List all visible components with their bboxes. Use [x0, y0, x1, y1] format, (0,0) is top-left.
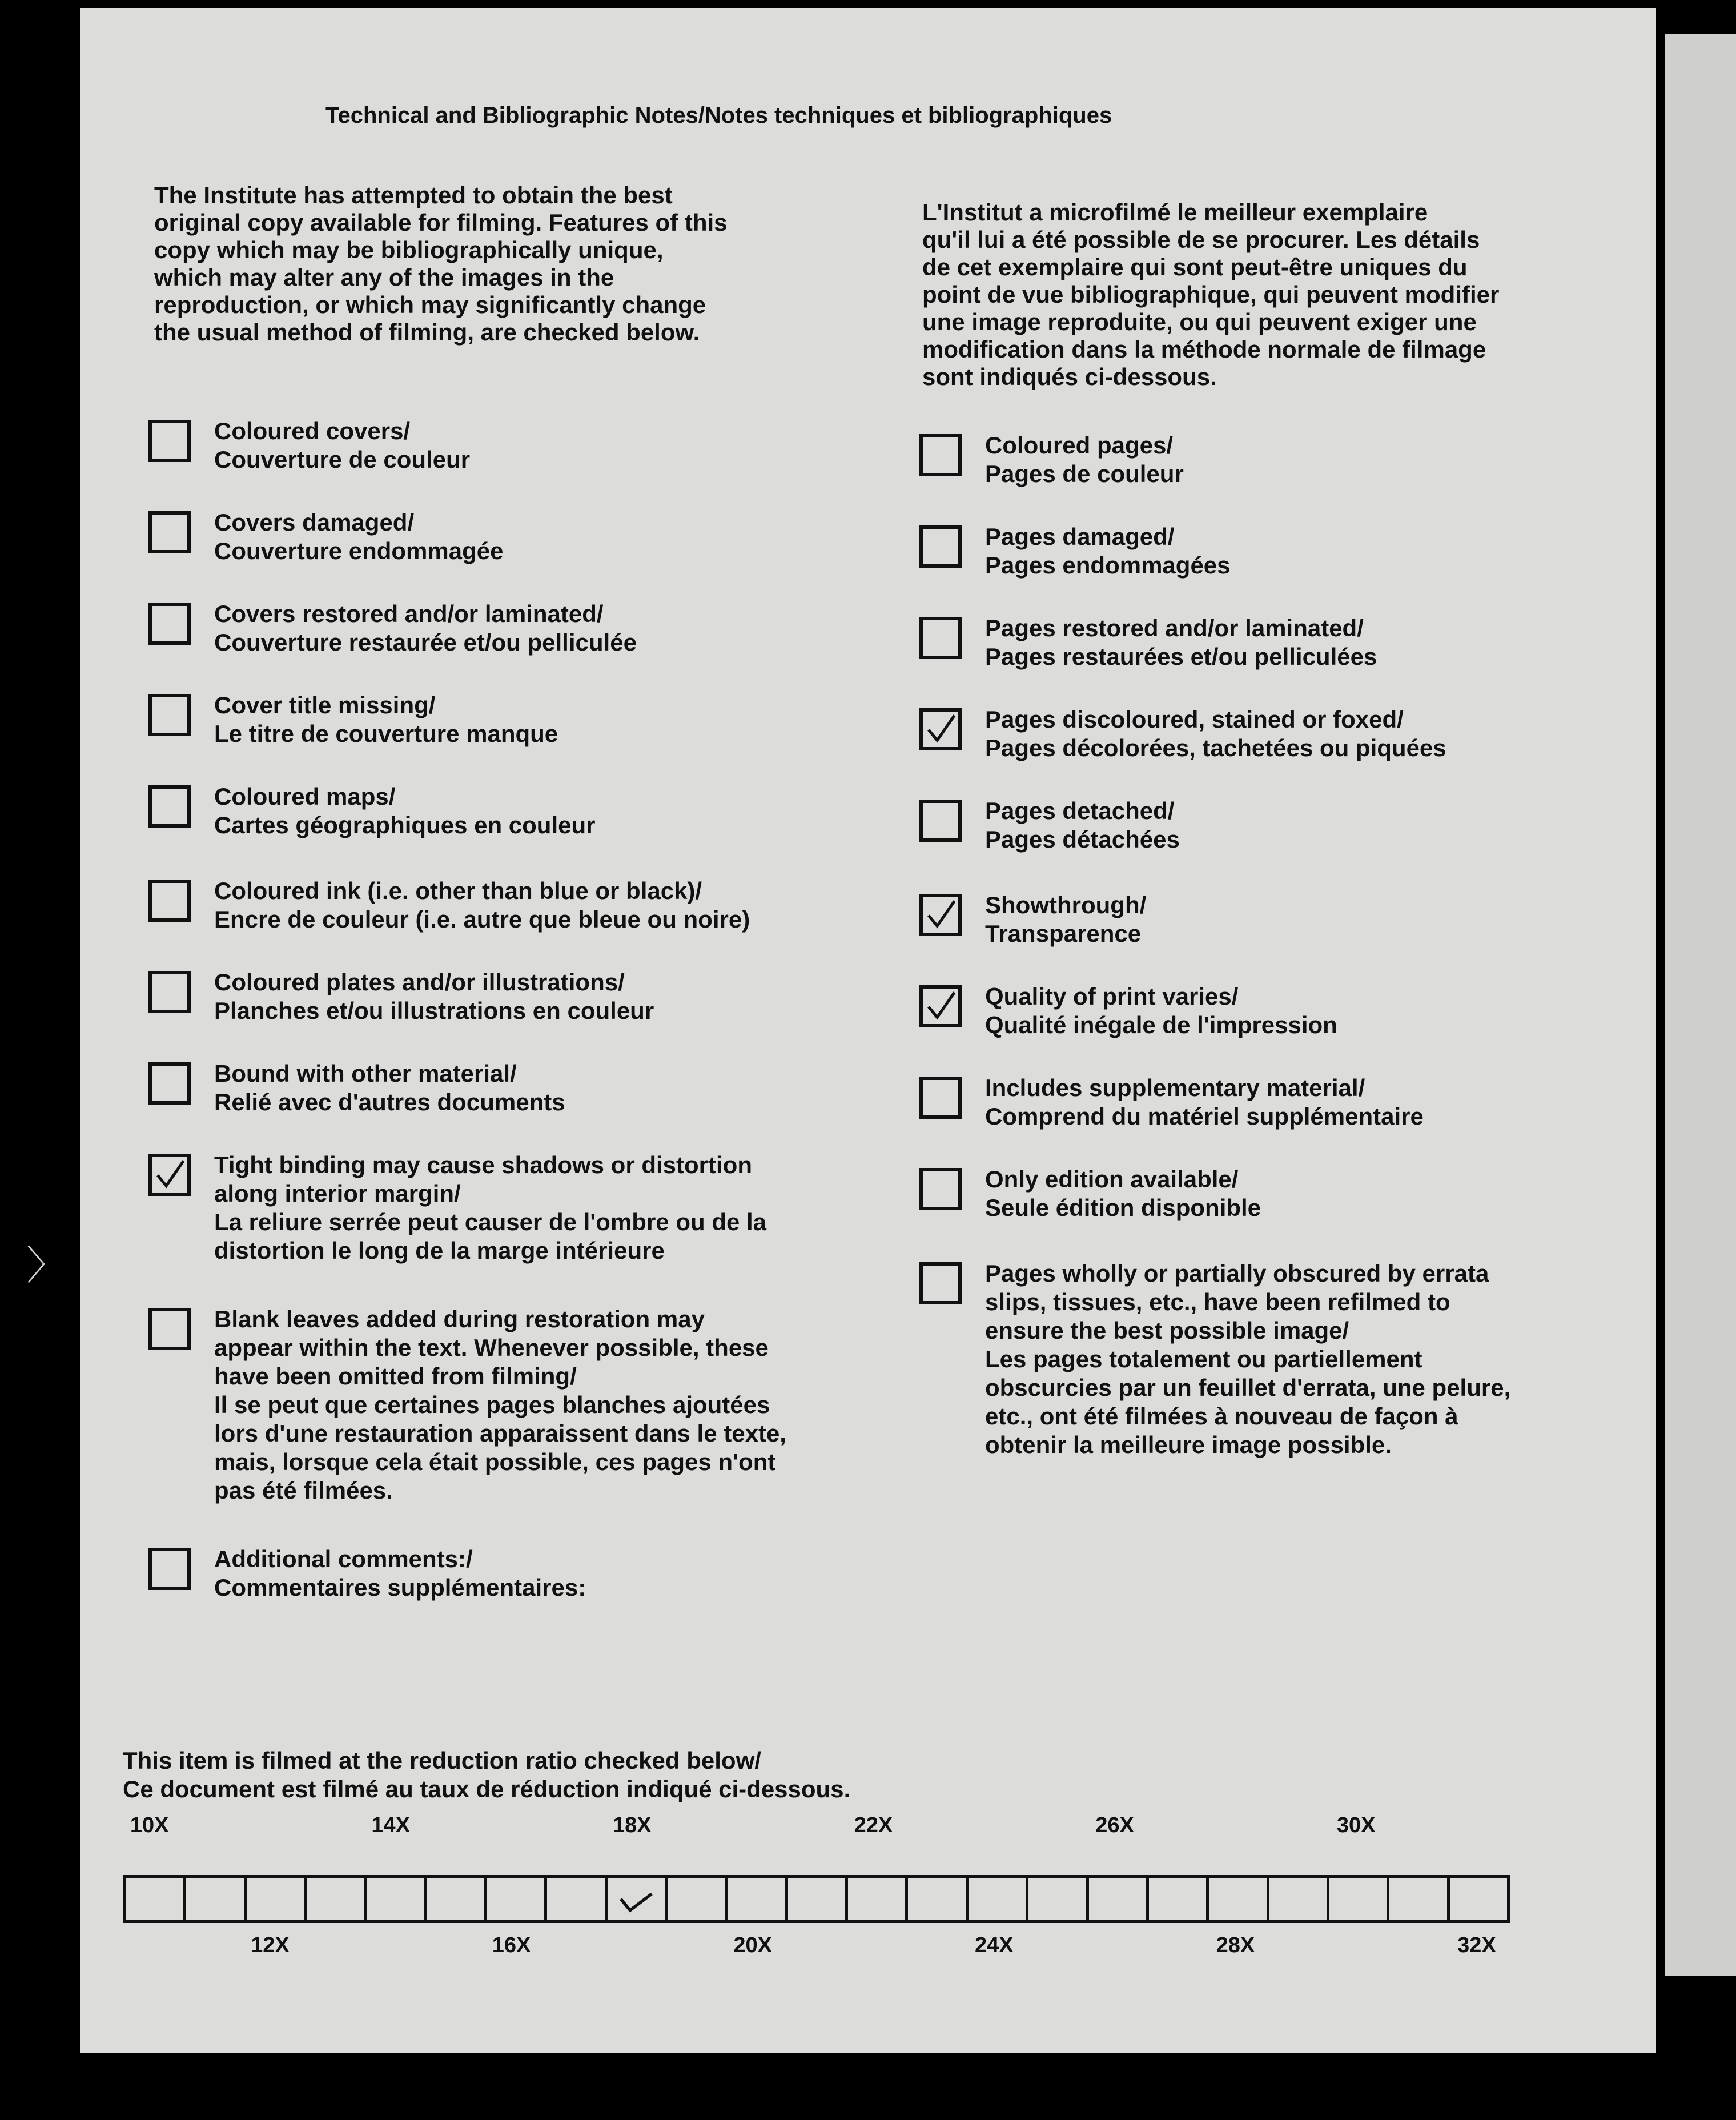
checklist-item-label: Bound with other material/ Relié avec d'autres documents	[214, 1060, 565, 1115]
checkmark-icon	[608, 1878, 665, 1920]
ratio-label: 32X	[1457, 1933, 1496, 1957]
ratio-label: 10X	[130, 1813, 169, 1837]
checklist-item-label: Additional comments:/ Commentaires supplémentaires:	[214, 1545, 586, 1601]
checkbox[interactable]	[919, 1077, 962, 1119]
ratio-cell[interactable]	[788, 1878, 848, 1920]
ratio-cell[interactable]	[367, 1878, 427, 1920]
ratio-label: 20X	[733, 1933, 772, 1957]
checkbox[interactable]	[919, 525, 962, 568]
checkbox[interactable]	[148, 420, 191, 462]
ratio-cell[interactable]	[668, 1878, 728, 1920]
ratio-label: 28X	[1216, 1933, 1255, 1957]
ratio-cell[interactable]	[848, 1878, 908, 1920]
ratio-cell[interactable]	[1389, 1878, 1449, 1920]
ratio-cell[interactable]	[1269, 1878, 1329, 1920]
ratio-cell[interactable]	[1329, 1878, 1389, 1920]
ratio-label: 22X	[854, 1813, 893, 1837]
checkbox[interactable]	[919, 708, 962, 750]
ratio-cell[interactable]	[608, 1878, 668, 1920]
ratio-cell[interactable]	[1450, 1878, 1507, 1920]
checklist-item-label: Coloured maps/ Cartes géographiques en couleur	[214, 783, 596, 838]
ratio-cell[interactable]	[1089, 1878, 1149, 1920]
checkbox[interactable]	[148, 785, 191, 828]
checkbox[interactable]	[148, 1548, 191, 1590]
ratio-label: 26X	[1095, 1813, 1134, 1837]
ratio-label: 24X	[974, 1933, 1014, 1957]
checklist-item-label: Showthrough/ Transparence	[985, 892, 1147, 947]
ratio-cell[interactable]	[307, 1878, 367, 1920]
checklist-item-label: Pages wholly or partially obscured by errata slips, tissues, etc., have been refilmed to ensure the best possible image/ Les pages totalement ou partiellement obscurcies par un feuillet d'errata, une pelure, etc., ont été filmées à nouveau de façon à obtenir la meilleure image possible.	[985, 1260, 1511, 1458]
ratio-cell[interactable]	[1149, 1878, 1209, 1920]
ratio-cell[interactable]	[186, 1878, 246, 1920]
checklist-item-label: Only edition available/ Seule édition disponible	[985, 1166, 1261, 1221]
checkbox[interactable]	[148, 880, 191, 922]
checkbox[interactable]	[919, 434, 962, 476]
checkbox[interactable]	[919, 894, 962, 936]
page-title: Technical and Bibliographic Notes/Notes techniques et bibliographiques	[326, 103, 1112, 128]
checkbox[interactable]	[919, 617, 962, 659]
checkbox[interactable]	[148, 603, 191, 645]
ratio-cell[interactable]	[487, 1878, 547, 1920]
checklist-item-label: Covers damaged/ Couverture endommagée	[214, 509, 504, 564]
checklist-item-label: Cover title missing/ Le titre de couverture manque	[214, 692, 558, 747]
checkmark-icon	[923, 897, 958, 933]
reduction-ratio-bar	[123, 1875, 1510, 1923]
ratio-label: 18X	[613, 1813, 652, 1837]
checklist-item-label: Coloured pages/ Pages de couleur	[985, 432, 1184, 487]
checkbox[interactable]	[919, 800, 962, 842]
checkmark-icon	[923, 712, 958, 747]
page-edge-arrow-icon: 〉	[26, 1243, 66, 1288]
checkbox[interactable]	[148, 971, 191, 1013]
checklist-item-label: Covers restored and/or laminated/ Couverture restaurée et/ou pelliculée	[214, 600, 637, 656]
intro-french: L'Institut a microfilmé le meilleur exemplaire qu'il lui a été possible de se procurer. Les détails de cet exemplaire qui sont peut-être uniques du point de vue bibliographique, qui peuvent modifier une image reproduite, ou qui peuvent exiger une modification dans la méthode normale de filmage sont indiqués ci-dessous.	[922, 199, 1500, 390]
checklist-item-label: Pages damaged/ Pages endommagées	[985, 523, 1231, 579]
checkmark-icon	[152, 1157, 187, 1192]
checklist-item-label: Blank leaves added during restoration may appear within the text. Whenever possible, these have been omitted from filming/ Il se peut que certaines pages blanches ajoutées lors d'une restauration apparaissent dans le texte, mais, lorsque cela était possible, ces pages n'ont pas été filmées.	[214, 1306, 786, 1504]
checklist-item-label: Coloured ink (i.e. other than blue or black)/ Encre de couleur (i.e. autre que bleue ou noire)	[214, 877, 750, 933]
ratio-cell[interactable]	[728, 1878, 787, 1920]
ratio-cell[interactable]	[908, 1878, 968, 1920]
checkbox[interactable]	[148, 1154, 191, 1196]
ratio-label: 12X	[251, 1933, 290, 1957]
checklist-item-label: Tight binding may cause shadows or distortion along interior margin/ La reliure serrée peut causer de l'ombre ou de la distortion le long de la marge intérieure	[214, 1151, 767, 1264]
checklist-item-label: Pages discoloured, stained or foxed/ Pages décolorées, tachetées ou piquées	[985, 706, 1446, 761]
checklist-item-label: Pages restored and/or laminated/ Pages restaurées et/ou pelliculées	[985, 615, 1377, 670]
ratio-cell[interactable]	[126, 1878, 186, 1920]
ratio-label: 14X	[371, 1813, 411, 1837]
ratio-cell[interactable]	[1028, 1878, 1088, 1920]
checkbox[interactable]	[148, 1062, 191, 1105]
checkmark-icon	[923, 989, 958, 1024]
ratio-cell[interactable]	[969, 1878, 1028, 1920]
checkbox[interactable]	[919, 1262, 962, 1304]
ratio-cell[interactable]	[1209, 1878, 1269, 1920]
ratio-label: 16X	[492, 1933, 531, 1957]
reduction-ratio-instructions: This item is filmed at the reduction ratio checked below/ Ce document est filmé au taux de réduction indiqué ci-dessous.	[123, 1747, 851, 1802]
checkbox[interactable]	[148, 1308, 191, 1350]
checkbox[interactable]	[148, 694, 191, 736]
adjacent-page-edge	[1665, 34, 1736, 1976]
checklist-item-label: Quality of print varies/ Qualité inégale de l'impression	[985, 983, 1337, 1038]
intro-english: The Institute has attempted to obtain the best original copy available for filming. Features of this copy which may be bibliographically unique, which may alter any of the images in the reproduction, or which may significantly change the usual method of filming, are checked below.	[154, 182, 728, 346]
ratio-cell[interactable]	[547, 1878, 607, 1920]
ratio-cell[interactable]	[427, 1878, 487, 1920]
checklist-item-label: Includes supplementary material/ Comprend du matériel supplémentaire	[985, 1074, 1424, 1130]
ratio-label: 30X	[1336, 1813, 1376, 1837]
checklist-item-label: Pages detached/ Pages détachées	[985, 797, 1180, 853]
ratio-cell[interactable]	[247, 1878, 307, 1920]
checklist-item-label: Coloured plates and/or illustrations/ Planches et/ou illustrations en couleur	[214, 969, 654, 1024]
checklist-item-label: Coloured covers/ Couverture de couleur	[214, 417, 471, 473]
checkbox[interactable]	[919, 1168, 962, 1210]
checkbox[interactable]	[919, 985, 962, 1027]
checkbox[interactable]	[148, 511, 191, 553]
